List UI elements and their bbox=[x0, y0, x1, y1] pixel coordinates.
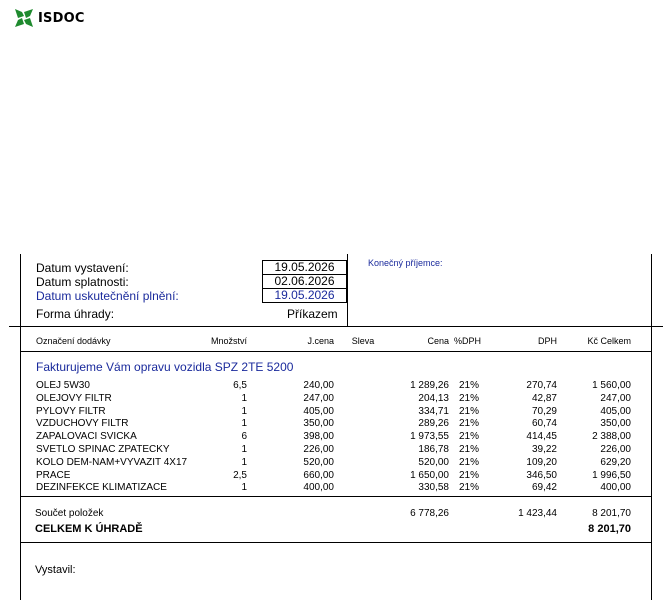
item-total: 2 388,00 bbox=[592, 431, 631, 443]
item-unit-price: 398,00 bbox=[303, 431, 334, 443]
table-row bbox=[21, 418, 651, 430]
item-qty: 1 bbox=[241, 418, 247, 430]
item-vat: 414,45 bbox=[526, 431, 557, 443]
item-name: SVETLO SPINAC ZPATECKY bbox=[36, 444, 170, 455]
item-price: 520,00 bbox=[418, 456, 449, 468]
grand-total-value: 8 201,70 bbox=[588, 523, 631, 535]
item-total: 405,00 bbox=[600, 405, 631, 417]
taxable-date-label: Datum uskutečnění plnění: bbox=[36, 289, 179, 303]
item-total: 400,00 bbox=[600, 482, 631, 494]
item-qty: 1 bbox=[241, 456, 247, 468]
item-vat: 42,87 bbox=[531, 392, 557, 404]
item-price: 186,78 bbox=[418, 444, 449, 455]
column-header-vat: DPH bbox=[537, 336, 557, 346]
table-row bbox=[21, 457, 651, 469]
item-name: ZAPALOVACI SVICKA bbox=[36, 431, 137, 443]
table-row bbox=[21, 444, 651, 456]
issue-date-value: 19.05.2026 bbox=[262, 260, 347, 275]
payment-method-label: Forma úhrady: bbox=[36, 307, 115, 321]
item-unit-price: 226,00 bbox=[303, 444, 334, 455]
item-vat: 69,42 bbox=[531, 482, 557, 494]
item-name: VZDUCHOVY FILTR bbox=[36, 418, 129, 430]
column-header-price: Cena bbox=[427, 336, 449, 346]
table-row bbox=[21, 470, 651, 482]
due-date-value: 02.06.2026 bbox=[262, 274, 347, 289]
item-vat-rate: 21% bbox=[459, 392, 480, 404]
table-row bbox=[21, 431, 651, 443]
final-recipient-label: Konečný příjemce: bbox=[368, 258, 443, 268]
item-name: PYLOVY FILTR bbox=[36, 405, 106, 417]
item-price: 1 650,00 bbox=[410, 469, 449, 481]
column-header-name: Označení dodávky bbox=[36, 336, 111, 346]
recipient-divider bbox=[347, 254, 348, 326]
item-vat-rate: 21% bbox=[459, 418, 480, 430]
column-header-unit-price: J.cena bbox=[307, 336, 334, 346]
item-vat: 60,74 bbox=[531, 418, 557, 430]
item-vat-rate: 21% bbox=[459, 482, 480, 494]
item-vat: 346,50 bbox=[526, 469, 557, 481]
item-qty: 6 bbox=[241, 431, 247, 443]
item-qty: 6,5 bbox=[233, 380, 247, 391]
item-price: 1 289,26 bbox=[410, 380, 449, 391]
column-header-divider bbox=[21, 351, 651, 352]
item-vat: 270,74 bbox=[526, 380, 557, 391]
item-total: 247,00 bbox=[600, 392, 631, 404]
header-divider bbox=[9, 326, 663, 327]
total-divider bbox=[21, 542, 651, 543]
items-sum-price: 6 778,26 bbox=[410, 508, 449, 519]
item-unit-price: 247,00 bbox=[303, 392, 334, 404]
item-unit-price: 405,00 bbox=[303, 405, 334, 417]
table-row bbox=[21, 393, 651, 405]
logo-text: ISDOC bbox=[38, 10, 85, 26]
item-name: OLEJ 5W30 bbox=[36, 380, 90, 391]
taxable-date-value: 19.05.2026 bbox=[262, 288, 347, 303]
item-vat-rate: 21% bbox=[459, 456, 480, 468]
payment-method-value: Příkazem bbox=[287, 307, 338, 321]
item-total: 226,00 bbox=[600, 444, 631, 455]
item-price: 334,71 bbox=[418, 405, 449, 417]
invoice-document bbox=[20, 254, 652, 600]
item-qty: 1 bbox=[241, 444, 247, 455]
column-header-discount: Sleva bbox=[351, 336, 375, 346]
table-row bbox=[21, 482, 651, 494]
item-unit-price: 520,00 bbox=[303, 456, 334, 468]
item-price: 1 973,55 bbox=[410, 431, 449, 443]
item-vat: 70,29 bbox=[531, 405, 557, 417]
item-total: 1 560,00 bbox=[592, 380, 631, 391]
item-unit-price: 660,00 bbox=[303, 469, 334, 481]
due-date-label: Datum splatnosti: bbox=[36, 275, 129, 289]
grand-total-label: CELKEM K ÚHRADĚ bbox=[35, 523, 143, 535]
items-sum-label: Součet položek bbox=[35, 508, 104, 519]
item-vat: 39,22 bbox=[531, 444, 557, 455]
item-total: 629,20 bbox=[600, 456, 631, 468]
item-vat-rate: 21% bbox=[459, 431, 480, 443]
item-name: PRACE bbox=[36, 469, 71, 481]
item-unit-price: 240,00 bbox=[303, 380, 334, 391]
item-qty: 1 bbox=[241, 405, 247, 417]
item-vat-rate: 21% bbox=[459, 469, 480, 481]
isdoc-logo-icon bbox=[14, 8, 34, 28]
item-name: DEZINFEKCE KLIMATIZACE bbox=[36, 482, 167, 494]
item-price: 330,58 bbox=[418, 482, 449, 494]
column-header-qty: Množství bbox=[210, 336, 247, 346]
items-sum-total: 8 201,70 bbox=[592, 508, 631, 519]
item-vat-rate: 21% bbox=[459, 380, 480, 391]
item-price: 289,26 bbox=[418, 418, 449, 430]
issued-by-label: Vystavil: bbox=[35, 564, 76, 576]
item-name: OLEJOVY FILTR bbox=[36, 392, 112, 404]
issue-date-label: Datum vystavení: bbox=[36, 261, 129, 275]
item-name: KOLO DEM-NAM+VYVAZIT 4X17 bbox=[36, 456, 188, 468]
item-qty: 1 bbox=[241, 482, 247, 494]
item-vat-rate: 21% bbox=[459, 444, 480, 455]
item-unit-price: 350,00 bbox=[303, 418, 334, 430]
column-header-total: Kč Celkem bbox=[587, 336, 631, 346]
item-vat-rate: 21% bbox=[459, 405, 480, 417]
item-qty: 2,5 bbox=[233, 469, 247, 481]
item-unit-price: 400,00 bbox=[303, 482, 334, 494]
item-vat: 109,20 bbox=[526, 456, 557, 468]
item-total: 350,00 bbox=[600, 418, 631, 430]
items-divider bbox=[21, 496, 651, 497]
item-qty: 1 bbox=[241, 392, 247, 404]
table-row bbox=[21, 380, 651, 392]
table-row bbox=[21, 406, 651, 418]
item-total: 1 996,50 bbox=[592, 469, 631, 481]
column-header-vat-rate: %DPH bbox=[454, 336, 482, 346]
item-price: 204,13 bbox=[418, 392, 449, 404]
invoice-description: Fakturujeme Vám opravu vozidla SPZ 2TE 5200 bbox=[36, 360, 294, 374]
items-sum-vat: 1 423,44 bbox=[518, 508, 557, 519]
isdoc-logo bbox=[14, 8, 85, 28]
